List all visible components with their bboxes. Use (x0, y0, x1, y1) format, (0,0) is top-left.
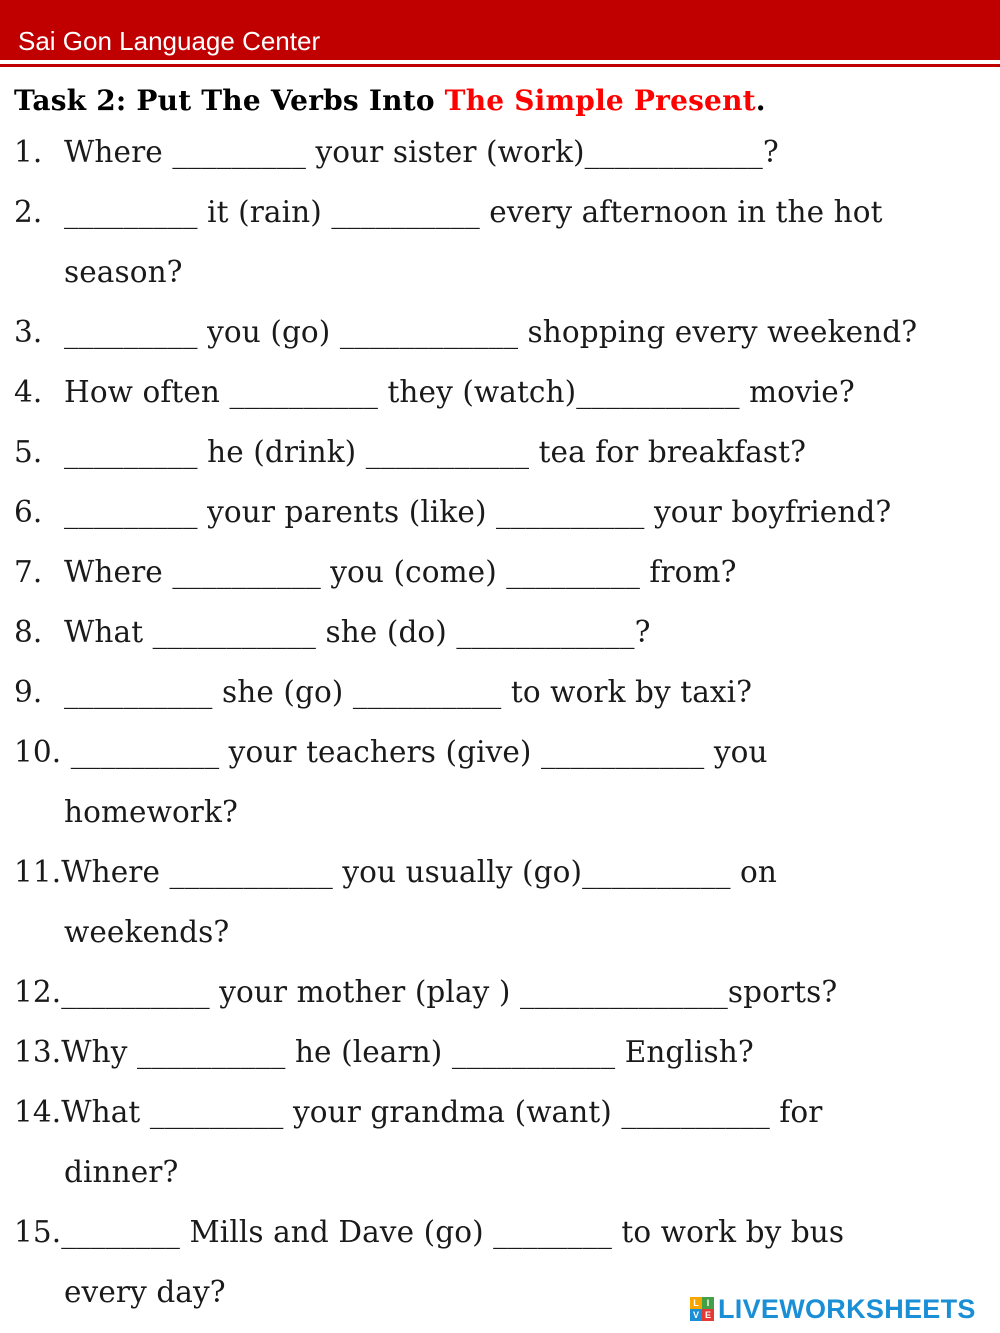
question-11-continuation: weekends? (64, 915, 230, 949)
task-title-highlight: The Simple Present (444, 84, 756, 117)
question-3 (14, 312, 917, 352)
question-text: Where ___________ you usually (go)__________ on (61, 855, 778, 889)
question-text: ________ Mills and Dave (go) ________ to work by bus (61, 1215, 845, 1249)
question-text: _________ your parents (like) __________ your boyfriend? (64, 495, 892, 529)
liveworksheets-logo-text: LIVEWORKSHEETS (718, 1294, 976, 1324)
question-15-continuation: every day? (64, 1275, 226, 1309)
question-text: Why __________ he (learn) ___________ English? (61, 1035, 754, 1069)
task-title-prefix: Task 2: Put The Verbs Into (14, 84, 445, 117)
question-number: 4. (14, 375, 43, 409)
question-number: 1. (14, 135, 43, 169)
logo-icon-letter: E (702, 1309, 714, 1321)
question-9 (14, 672, 752, 712)
logo-icon-letter: V (690, 1309, 702, 1321)
question-2-continuation: season? (64, 255, 183, 289)
question-text: Where _________ your sister (work)____________? (64, 135, 779, 169)
question-text: __________ your teachers (give) ___________ you (61, 735, 768, 769)
question-number: 15. (14, 1215, 62, 1249)
question-14 (14, 1092, 822, 1132)
liveworksheets-logo-icon (690, 1297, 714, 1321)
question-13 (14, 1032, 754, 1072)
question-number: 12. (14, 975, 62, 1009)
question-1 (14, 132, 779, 172)
question-8 (14, 612, 651, 652)
question-2 (14, 192, 883, 232)
task-title (14, 82, 766, 120)
task-title-suffix: . (755, 84, 766, 117)
logo-icon-letter: L (690, 1297, 702, 1309)
header-divider (0, 64, 1000, 67)
question-number: 8. (14, 615, 43, 649)
question-10-continuation: homework? (64, 795, 238, 829)
question-12 (14, 972, 837, 1012)
question-text: __________ she (go) __________ to work by taxi? (64, 675, 753, 709)
question-number: 13. (14, 1035, 62, 1069)
question-text: What _________ your grandma (want) __________ for (61, 1095, 823, 1129)
question-text: _________ you (go) ____________ shopping every weekend? (64, 315, 918, 349)
question-15 (14, 1212, 844, 1252)
question-number: 2. (14, 195, 43, 229)
question-text: Where __________ you (come) _________ from? (64, 555, 737, 589)
question-text: __________ your mother (play ) ______________sports? (61, 975, 838, 1009)
question-number: 6. (14, 495, 43, 529)
question-5 (14, 432, 806, 472)
question-number: 10. (14, 735, 62, 769)
question-14-continuation: dinner? (64, 1155, 179, 1189)
liveworksheets-logo (690, 1291, 976, 1327)
question-number: 9. (14, 675, 43, 709)
header-title: Sai Gon Language Center (18, 26, 321, 56)
question-4 (14, 372, 855, 412)
question-text: _________ it (rain) __________ every afternoon in the hot (64, 195, 883, 229)
question-text: How often __________ they (watch)___________ movie? (64, 375, 855, 409)
question-number: 3. (14, 315, 43, 349)
logo-icon-letter: I (702, 1297, 714, 1309)
question-10 (14, 732, 768, 772)
question-number: 14. (14, 1095, 62, 1129)
question-text: What ___________ she (do) ____________? (64, 615, 651, 649)
question-11 (14, 852, 777, 892)
question-number: 11. (14, 855, 62, 889)
question-number: 7. (14, 555, 43, 589)
question-number: 5. (14, 435, 43, 469)
question-text: _________ he (drink) ___________ tea for breakfast? (64, 435, 807, 469)
question-6 (14, 492, 891, 532)
question-7 (14, 552, 737, 592)
